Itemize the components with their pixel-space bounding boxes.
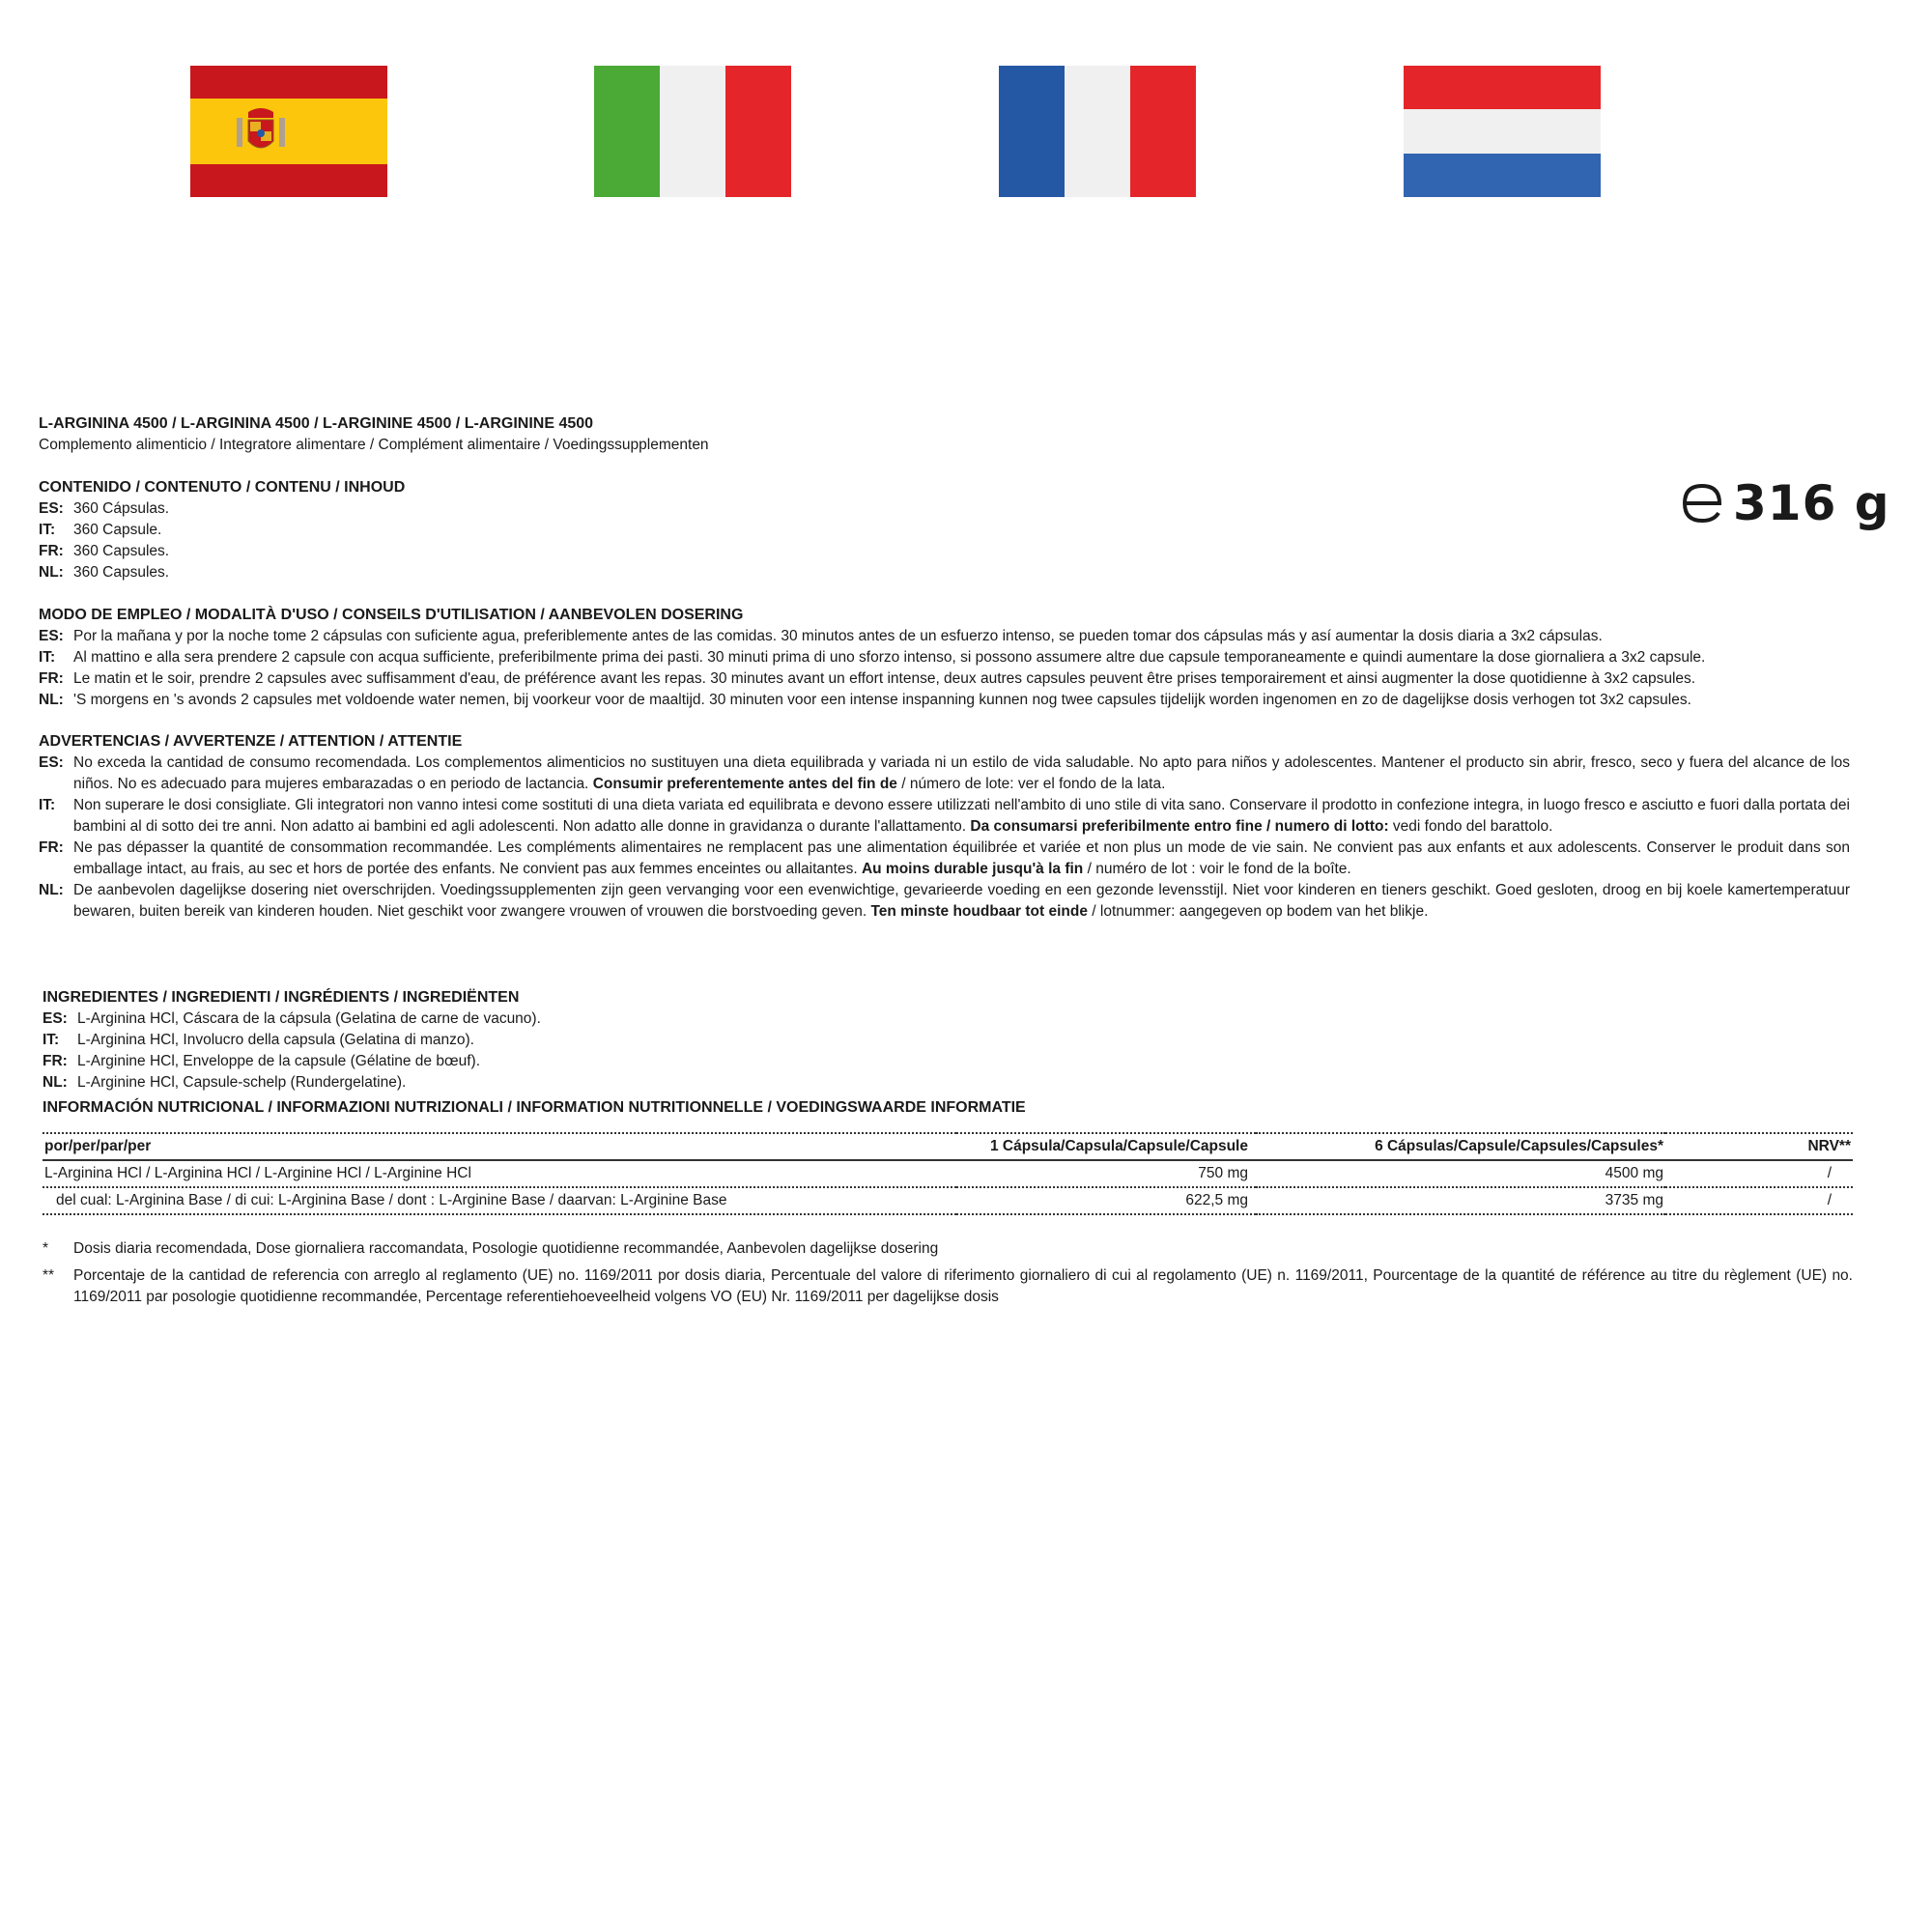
- per-one-value: 750 mg: [956, 1160, 1256, 1187]
- net-weight: [1681, 475, 1890, 531]
- france-flag: [999, 66, 1196, 197]
- ingredients-heading: INGREDIENTES / INGREDIENTI / INGRÉDIENTS / INGREDIËNTEN: [43, 989, 520, 1006]
- footnote-text: Dosis diaria recomendada, Dose giornaliera raccomandata, Posologie quotidienne recommandée, Aanbevolen dagelijkse dosering: [73, 1240, 939, 1257]
- footnotes: [43, 1238, 1853, 1308]
- netherlands-flag: [1404, 66, 1601, 197]
- usage-text: 'S morgens en 's avonds 2 capsules met voldoende water nemen, bij voorkeur voor de maaltijd. 30 minuten voor een intense inspanning kunnen nog twee capsules tijdelijk worden ingenomen en zo de dagelijkse dosis verhogen tot 3x2 capsules.: [73, 692, 1691, 708]
- lang-code: FR:: [43, 1053, 68, 1069]
- lang-code: IT:: [39, 522, 56, 538]
- footnote-mark: *: [43, 1240, 49, 1257]
- lang-code: FR:: [39, 670, 64, 687]
- contents-text: 360 Capsules.: [73, 543, 170, 559]
- nutrient-name: del cual: L-Arginina Base / di cui: L-Arginina Base / dont : L-Arginine Base / daarvan: L-Arginine Base: [43, 1187, 956, 1214]
- contents-heading: CONTENIDO / CONTENUTO / CONTENU / INHOUD: [39, 479, 406, 496]
- usage-section: [39, 605, 1850, 711]
- col-header: 6 Cápsulas/Capsule/Capsules/Capsules*: [1256, 1133, 1665, 1160]
- footnote-mark: **: [43, 1267, 55, 1284]
- contents-text: 360 Cápsulas.: [73, 500, 170, 517]
- lang-code: NL:: [39, 882, 64, 898]
- per-six-value: 4500 mg: [1256, 1160, 1665, 1187]
- spain-flag: [190, 66, 387, 197]
- col-header: por/per/par/per: [43, 1133, 956, 1160]
- lot-text: / numéro de lot : voir le fond de la boîte.: [1087, 861, 1351, 877]
- warning-text: No exceda la cantidad de consumo recomendada. Los complementos alimenticios no sustituyen una dieta equilibrada y variada ni un estilo de vida saludable. No apto para niños y adolescentes. Mantener el producto sin abrir, fresco, seco y fuera del alcance de los niños. No es adecuado para mujeres embarazadas o en periodo de lactancia.: [73, 754, 1850, 792]
- lang-code: ES:: [39, 500, 64, 517]
- best-before-text: Da consumarsi preferibilmente entro fine / numero di lotto:: [970, 818, 1389, 835]
- ingredients-text: L-Arginina HCl, Cáscara de la cápsula (Gelatina de carne de vacuno).: [77, 1010, 541, 1027]
- contents-text: 360 Capsule.: [73, 522, 162, 538]
- lang-code: IT:: [43, 1032, 60, 1048]
- table-row: [43, 1160, 1853, 1187]
- usage-text: Le matin et le soir, prendre 2 capsules avec suffisamment d'eau, de préférence avant les repas. 30 minutes avant un effort intense, deux autres capsules peuvent être prises temporairement et ainsi augmenter la dose quotidienne à 3x2 capsules.: [73, 670, 1696, 687]
- nutrition-table: [43, 1132, 1853, 1215]
- ingredients-section: [43, 987, 1202, 1119]
- estimated-sign-icon: [1681, 480, 1723, 526]
- net-weight-value: 316 g: [1733, 475, 1890, 531]
- warnings-heading: ADVERTENCIAS / AVVERTENZE / ATTENTION / ATTENTIE: [39, 733, 463, 750]
- warnings-section: [39, 731, 1850, 923]
- lang-code: FR:: [39, 543, 64, 559]
- usage-text: Al mattino e alla sera prendere 2 capsule con acqua sufficiente, preferibilmente prima dei pasti. 30 minuti prima di uno sforzo intenso, si possono assumere altre due capsule temporaneamente e quindi aumentare la dose giornaliera a 3x2 capsule.: [73, 649, 1706, 666]
- ingredients-text: L-Arginine HCl, Capsule-schelp (Rundergelatine).: [77, 1074, 407, 1091]
- lang-code: NL:: [39, 692, 64, 708]
- lang-code: ES:: [39, 754, 64, 771]
- lang-code: IT:: [39, 649, 56, 666]
- nutrient-name: L-Arginina HCl / L-Arginina HCl / L-Arginine HCl / L-Arginine HCl: [43, 1160, 956, 1187]
- lang-code: NL:: [39, 564, 64, 581]
- lang-code: ES:: [43, 1010, 68, 1027]
- product-header: [39, 413, 1850, 456]
- ingredients-text: L-Arginine HCl, Enveloppe de la capsule (Gélatine de bœuf).: [77, 1053, 481, 1069]
- warning-text: De aanbevolen dagelijkse dosering niet overschrijden. Voedingssupplementen zijn geen vervanging voor een evenwichtige, gevarieerde voeding en een gezonde levensstijl. Niet voor kinderen en tieners geschikt. Goed gesloten, droog en bij koele kamertemperatuur bewaren, buiten bereik van kinderen houden. Niet geschikt voor zwangere vrouwen of vrouwen die borstvoeding geven.: [73, 882, 1850, 920]
- best-before-text: Consumir preferentemente antes del fin de: [592, 776, 897, 792]
- product-subtitle: Complemento alimenticio / Integratore alimentare / Complément alimentaire / Voedingssupplementen: [39, 437, 709, 453]
- usage-heading: MODO DE EMPLEO / MODALITÀ D'USO / CONSEILS D'UTILISATION / AANBEVOLEN DOSERING: [39, 607, 744, 623]
- lang-code: ES:: [39, 628, 64, 644]
- per-six-value: 3735 mg: [1256, 1187, 1665, 1214]
- best-before-text: Ten minste houdbaar tot einde: [870, 903, 1088, 920]
- lang-code: IT:: [39, 797, 56, 813]
- contents-text: 360 Capsules.: [73, 564, 170, 581]
- lot-text: vedi fondo del barattolo.: [1392, 818, 1553, 835]
- table-row: [43, 1187, 1853, 1214]
- footnote-text: Porcentaje de la cantidad de referencia con arreglo al reglamento (UE) no. 1169/2011 por dosis diaria, Percentuale del valore di riferimento giornaliero di cui al regolamento (UE) n. 1169/2011, Pourcentage de la quantité de référence au titre du règlement (UE) no. 1169/2011 par posologie quotidienne recommandée, Percentage referentiehoeveelheid volgens VO (EU) Nr. 1169/2011 per dagelijkse dosis: [73, 1267, 1853, 1305]
- italy-flag: [594, 66, 791, 197]
- ingredients-text: L-Arginina HCl, Involucro della capsula (Gelatina di manzo).: [77, 1032, 474, 1048]
- lang-code: FR:: [39, 839, 64, 856]
- warning-text: Ne pas dépasser la quantité de consommation recommandée. Les compléments alimentaires ne remplacent pas une alimentation équilibrée et variée et non plus un mode de vie sain. Ne convient pas aux enfants et aux adolescents. Conserver le produit dans son emballage intact, au frais, au sec et hors de portée des enfants. Ne convient pas aux femmes enceintes ou allaitantes.: [73, 839, 1850, 877]
- per-one-value: 622,5 mg: [956, 1187, 1256, 1214]
- lot-text: / número de lote: ver el fondo de la lata.: [901, 776, 1166, 792]
- lang-code: NL:: [43, 1074, 68, 1091]
- contents-section: [39, 477, 1198, 583]
- coat-of-arms-icon: [233, 104, 289, 158]
- warning-text: Non superare le dosi consigliate. Gli integratori non vanno intesi come sostituti di una dieta variata ed equilibrata e devono essere utilizzati nell'ambito di uno stile di vita sano. Conservare il prodotto in confezione integra, in luogo fresco e asciutto e fuori dalla portata dei bambini al di sotto dei tre anni. Non adatto ai bambini ed agli adolescenti. Non adatto alle donne in gravidanza o durante l'allattamento.: [73, 797, 1850, 835]
- table-header-row: [43, 1133, 1853, 1160]
- product-title: L-ARGININA 4500 / L-ARGININA 4500 / L-ARGININE 4500 / L-ARGININE 4500: [39, 415, 594, 432]
- best-before-text: Au moins durable jusqu'à la fin: [861, 861, 1084, 877]
- col-header: 1 Cápsula/Capsula/Capsule/Capsule: [956, 1133, 1256, 1160]
- nrv-value: /: [1665, 1160, 1853, 1187]
- nutrition-heading: INFORMACIÓN NUTRICIONAL / INFORMAZIONI NUTRIZIONALI / INFORMATION NUTRITIONNELLE / VOEDINGSWAARDE INFORMATIE: [43, 1099, 1026, 1116]
- col-header: NRV**: [1665, 1133, 1853, 1160]
- lot-text: / lotnummer: aangegeven op bodem van het blikje.: [1092, 903, 1429, 920]
- usage-text: Por la mañana y por la noche tome 2 cápsulas con suficiente agua, preferiblemente antes de las comidas. 30 minutos antes de un esfuerzo intenso, se pueden tomar dos cápsulas más y así aumentar la dosis diaria a 3x2 cápsulas.: [73, 628, 1603, 644]
- nrv-value: /: [1665, 1187, 1853, 1214]
